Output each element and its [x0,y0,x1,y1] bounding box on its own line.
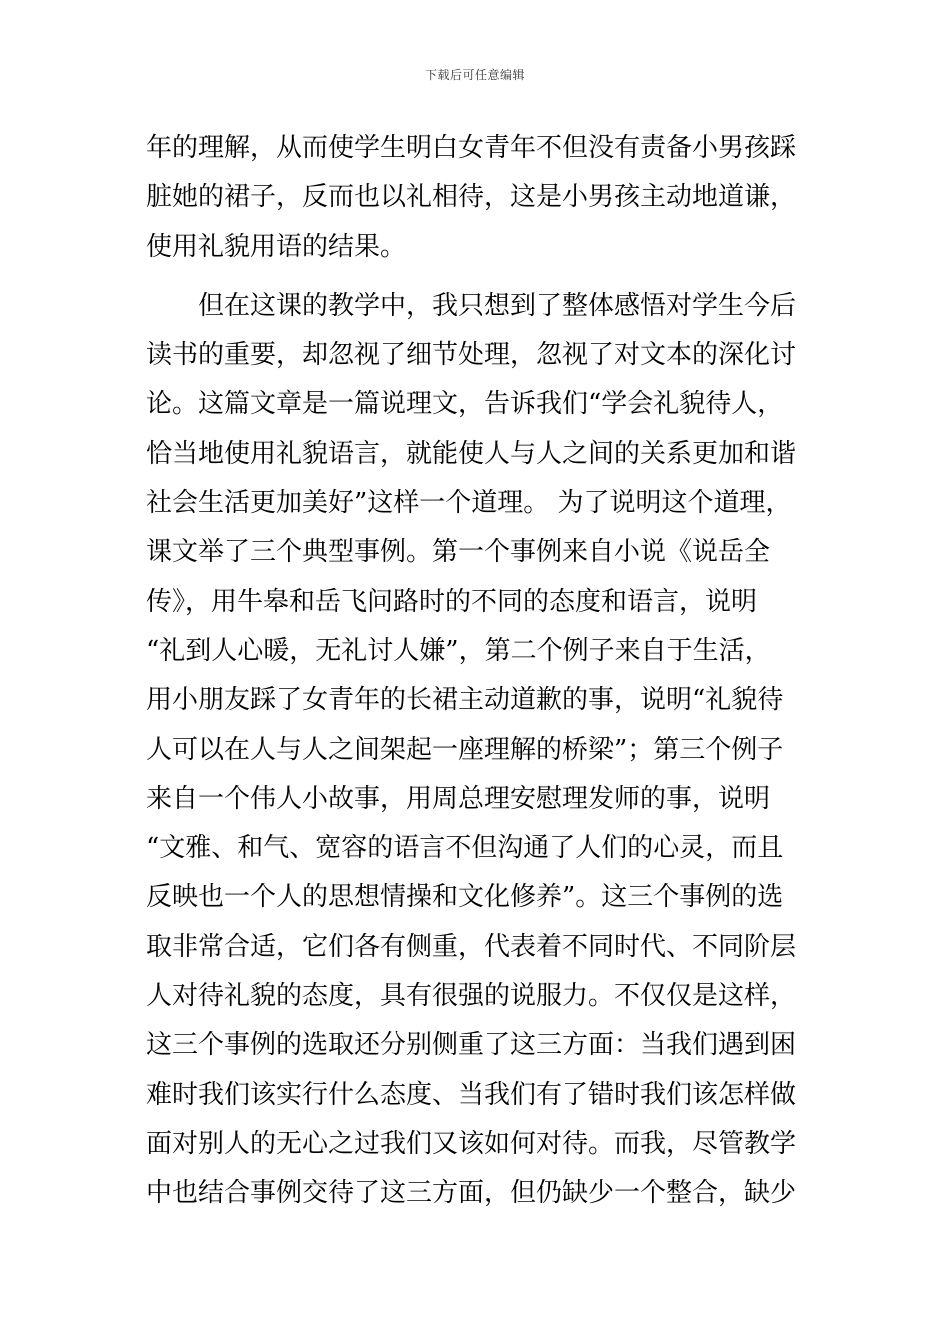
text-line: 传》，用牛皋和岳飞问路时的不同的态度和语言，说明 [146,586,758,617]
document-body [146,124,808,1219]
text-line: 读书的重要，却忽视了细节处理，忽视了对文本的深化讨 [146,340,797,371]
page-header-caption: 下载后可任意编辑 [424,68,525,82]
text-line: 难时我们该实行什么态度、当我们有了错时我们该怎样做 [146,1079,797,1110]
text-line: 这三个事例的选取还分别侧重了这三方面：当我们遇到困 [146,1030,797,1061]
text-line: 但在这课的教学中，我只想到了整体感悟对学生今后 [198,290,797,321]
text-line: 取非常合适，它们各有侧重，代表着不同时代、不同阶层 [146,931,797,962]
text-line: 课文举了三个典型事例。第一个事例来自小说《说岳全 [146,537,771,568]
text-line: 人可以在人与人之间架起一座理解的桥梁”；第三个例子 [146,734,784,765]
text-line: 恰当地使用礼貌语言，就能使人与人之间的关系更加和谐 [146,438,797,469]
text-line: “文雅、和气、宽容的语言不但沟通了人们的心灵，而且 [146,833,784,864]
text-line: 来自一个伟人小故事，用周总理安慰理发师的事，说明 [146,783,771,814]
text-line: 中也结合事例交待了这三方面，但仍缺少一个整合，缺少 [146,1178,797,1209]
text-line: “礼到人心暖，无礼讨人嫌”，第二个例子来自于生活， [146,635,771,666]
text-line: 用小朋友踩了女青年的长裙主动道歉的事，说明“礼貌待 [146,685,784,716]
text-line: 年的理解，从而使学生明白女青年不但没有责备小男孩踩 [146,133,797,163]
text-line: 面对别人的无心之过我们又该如何对待。而我，尽管教学 [146,1128,797,1159]
text-line: 人对待礼貌的态度，具有很强的说服力。不仅仅是这样， [146,981,797,1012]
text-line: 脏她的裙子，反而也以礼相待，这是小男孩主动地道谦， [146,182,797,213]
paragraph-1 [146,124,808,272]
text-line: 使用礼貌用语的结果。 [146,231,407,262]
text-line: 社会生活更加美好”这样一个道理。 为了说明这个道理， [146,488,792,519]
text-line: 论。这篇文章是一篇说理文，告诉我们“学会礼貌待人， [146,389,784,420]
paragraph-2 [146,282,808,1219]
text-line: 反映也一个人的思想情操和文化修养”。这三个事例的选 [146,882,784,913]
